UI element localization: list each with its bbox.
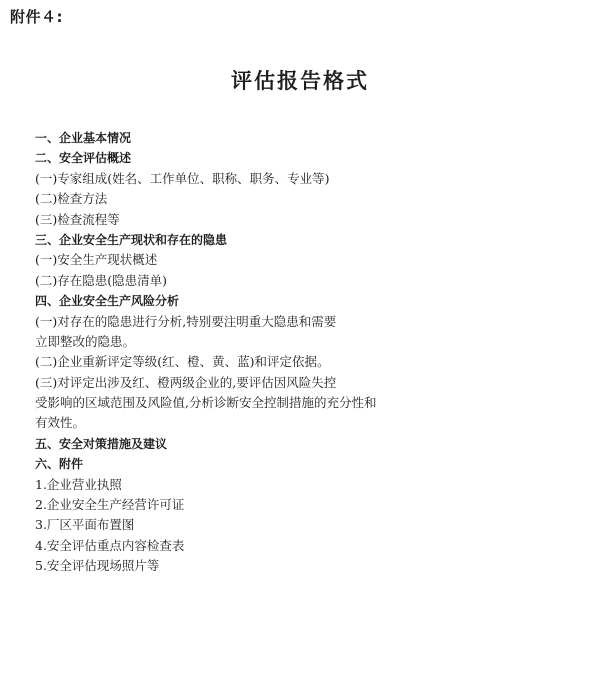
section-heading-1: 一、企业基本情况 bbox=[35, 131, 132, 145]
document-title: 评估报告格式 bbox=[231, 68, 369, 93]
section-heading-6: 六、附件 bbox=[35, 457, 84, 472]
attachment-item: 1.企业营业执照 bbox=[35, 476, 122, 492]
subsection-item: (三)对评定出涉及红、橙两级企业的,要评估因风险失控 bbox=[35, 374, 337, 390]
paragraph-continuation: 立即整改的隐患。 bbox=[35, 333, 136, 349]
section-heading-4: 四、企业安全生产风险分析 bbox=[35, 294, 180, 309]
report-outline bbox=[35, 128, 455, 577]
subsection-item: (二)存在隐患(隐患清单) bbox=[35, 272, 168, 288]
paragraph-continuation: 受影响的区域范围及风险值,分析诊断安全控制措施的充分性和 bbox=[35, 395, 377, 411]
paragraph-continuation: 有效性。 bbox=[35, 415, 86, 431]
subsection-item: (三)检查流程等 bbox=[35, 211, 120, 227]
section-heading-3: 三、企业安全生产现状和存在的隐患 bbox=[35, 232, 228, 247]
subsection-item: (一)对存在的隐患进行分析,特别要注明重大隐患和需要 bbox=[35, 313, 337, 329]
attachment-item: 2.企业安全生产经营许可证 bbox=[35, 497, 185, 513]
subsection-item: (二)企业重新评定等级(红、橙、黄、蓝)和评定依据。 bbox=[35, 354, 330, 370]
subsection-item: (一)专家组成(姓名、工作单位、职称、职务、专业等) bbox=[35, 170, 330, 186]
attachment-item: 4.安全评估重点内容检查表 bbox=[35, 537, 185, 553]
attachment-item: 3.厂区平面布置图 bbox=[35, 517, 135, 533]
section-heading-2: 二、安全评估概述 bbox=[35, 151, 132, 166]
section-heading-5: 五、安全对策措施及建议 bbox=[35, 436, 168, 451]
attachment-item: 5.安全评估现场照片等 bbox=[35, 558, 160, 574]
subsection-item: (二)检查方法 bbox=[35, 191, 108, 207]
subsection-item: (一)安全生产现状概述 bbox=[35, 252, 158, 268]
attachment-label: 附件４: bbox=[10, 8, 63, 26]
